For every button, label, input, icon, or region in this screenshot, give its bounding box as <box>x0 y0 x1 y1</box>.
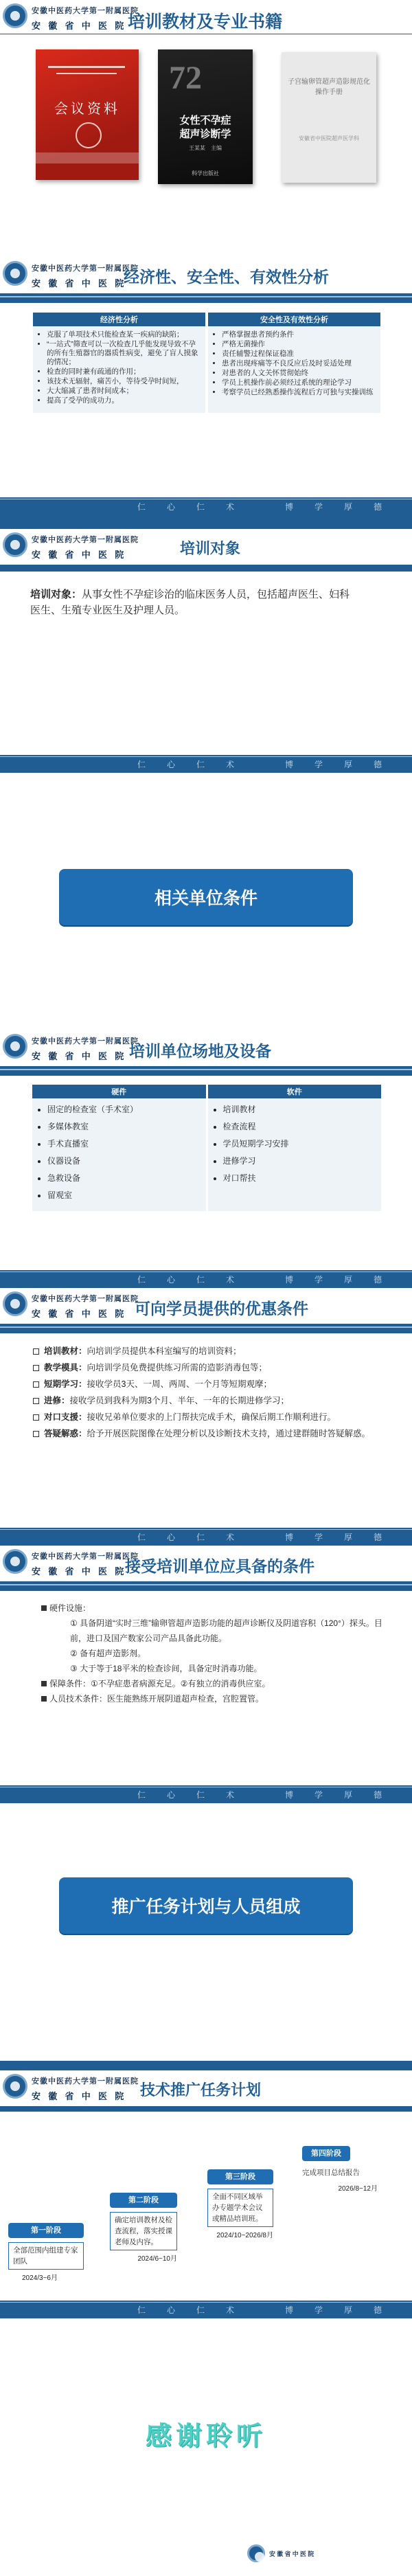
logo-line1: 安徽中医药大学第一附属医院 <box>32 536 139 544</box>
slide-plan <box>0 1803 412 2061</box>
venue-table <box>30 1085 383 1211</box>
list-item: 短期学习：接收学员3天、一周、两周、一个月等短期观摩； <box>44 1376 401 1392</box>
stage-date: 2024/3~6月 <box>22 2274 58 2282</box>
list-item: • 提高了受孕的成功力。 <box>47 396 200 405</box>
list-item: • 检查流程 <box>223 1118 376 1135</box>
book-title-line1: 女性不孕症 <box>179 115 231 126</box>
logo-line2: 安 徽 省 中 医 院 <box>32 278 127 289</box>
footer-motto: 仁 心 仁 术 博 学 厚 德 <box>137 502 391 512</box>
logo-line1: 安徽中医药大学第一附属医院 <box>32 7 139 15</box>
list-item: ① 具备阴道“实时三维”输卵管超声造影功能的超声诊断仪及阴道容积（120°）探头。目前，进口及国产数家公司产品具备此功能。 <box>70 1618 382 1643</box>
software-head: 软件 <box>208 1085 382 1098</box>
slide-stages <box>0 2061 412 2318</box>
page-title: 接受培训单位应具备的条件 <box>125 1557 314 1575</box>
hospital-logo <box>3 1291 139 1320</box>
hospital-emblem-icon <box>247 2544 265 2562</box>
list-item: 答疑解惑：给予开展医院图像在处理分析以及诊断技术支持，通过建群随时答疑解惑。 <box>44 1425 401 1442</box>
list-item: • “一站式”筛查可以一次检查几乎能发现导致不孕的所有生殖器官的器质性病变，避免了盲人摸象的情况； <box>47 340 200 367</box>
footer-motto: 仁 心 仁 术 博 学 厚 德 <box>137 760 391 769</box>
conditions-list <box>41 1601 385 1706</box>
stage-body: 确定培训教材及检查流程，落实授课老师及内容。 <box>110 2212 177 2250</box>
footer-motto: 仁 心 仁 术 博 学 厚 德 <box>137 1533 391 1542</box>
list-item: • 患者出现疼痛等不良反应后及时妥适处理 <box>222 359 375 368</box>
logo-line1: 安徽中医药大学第一附属医院 <box>32 1552 139 1561</box>
list-item: • 多媒体教室 <box>47 1118 201 1135</box>
stage-head: 第二阶段 <box>110 2193 177 2208</box>
footer-motto: 仁 心 仁 术 博 学 厚 德 <box>137 1275 391 1285</box>
safety-head: 安全性及有效性分析 <box>208 313 380 326</box>
hospital-emblem-icon <box>3 2074 27 2099</box>
hospital-emblem-icon <box>3 1291 27 1316</box>
list-item: • 固定的检查室（手术室） <box>47 1101 201 1118</box>
stage-head: 第一阶段 <box>8 2223 84 2238</box>
slide-footer <box>0 755 412 773</box>
slide-conditions <box>0 1546 412 1803</box>
list-item: • 检查的同时兼有疏通的作用； <box>47 368 200 376</box>
target-label: 培训对象： <box>30 589 82 600</box>
page-title: 培训单位场地及设备 <box>129 1042 271 1060</box>
slide-header <box>0 0 412 36</box>
slide-thanks <box>0 2318 412 2576</box>
book-title: 子宫输卵管超声造影规范化操作手册 <box>288 78 370 96</box>
logo-line1: 安徽中医药大学第一附属医院 <box>32 1037 139 1046</box>
list-item: ③ 大于等于18平米的检查诊间，具备定时消毒功能。 <box>70 1664 262 1673</box>
bottom-logo <box>247 2544 314 2562</box>
logo-line2: 安 徽 省 中 医 院 <box>32 2091 127 2101</box>
slide-footer <box>0 1785 412 1803</box>
page-title: 技术推广任务计划 <box>140 2081 262 2099</box>
list-item: • 对口帮扶 <box>223 1170 376 1186</box>
list-item: • 责任辅警过程保证稳准 <box>222 350 375 359</box>
logo-line2: 安 徽 省 中 医 院 <box>32 1309 127 1319</box>
list-item: ② 备有超声造影剂。 <box>70 1649 146 1658</box>
hospital-logo <box>3 532 139 561</box>
hospital-logo <box>3 1034 139 1062</box>
list-item: • 学员上机操作前必须经过系统的理论学习 <box>222 379 375 387</box>
hospital-emblem-icon <box>3 3 27 28</box>
stage-3 <box>207 2169 273 2239</box>
hospital-logo <box>3 261 139 289</box>
hospital-logo <box>3 2074 139 2102</box>
book-publisher: 安徽省中医院超声医学科 <box>299 135 359 142</box>
stage-date: 2026/8~12月 <box>338 2185 378 2193</box>
economy-table <box>30 313 383 413</box>
slide-benefits <box>0 1288 412 1546</box>
book-title: 会议资料 <box>54 102 120 117</box>
slide-books <box>0 0 412 258</box>
book-title-line2: 超声诊断学 <box>179 128 231 140</box>
page-title: 可向学员提供的优惠条件 <box>135 1300 308 1318</box>
stage-4 <box>302 2146 378 2193</box>
stage-body: 全面不同区域举办专题学术会议或精品培训班。 <box>207 2189 273 2227</box>
list-item: • 严格掌握患者预约条件 <box>222 330 375 339</box>
hospital-logo <box>3 3 139 32</box>
logo-line2: 安 徽 省 中 医 院 <box>32 1566 127 1577</box>
hospital-emblem-icon <box>3 1034 27 1059</box>
list-item: • 培训教材 <box>223 1101 376 1118</box>
list-item: • 考察学员已经熟悉操作流程后方可独与实操训练 <box>222 388 375 397</box>
footer-motto: 仁 心 仁 术 博 学 厚 德 <box>137 2305 391 2315</box>
stage-body: 完成项目总结报告 <box>302 2165 378 2180</box>
hospital-emblem-icon <box>3 261 27 286</box>
hospital-logo <box>3 1549 139 1577</box>
stage-1 <box>8 2223 84 2282</box>
list-item: 硬件设施： <box>41 1601 385 1616</box>
footer-motto: 仁 心 仁 术 博 学 厚 德 <box>137 1790 391 1800</box>
stage-date: 2024/10~2026/8月 <box>216 2232 273 2239</box>
book-publisher: 科学出版社 <box>192 170 219 177</box>
logo-line1: 安徽中医药大学第一附属医院 <box>32 264 139 273</box>
slide-target <box>0 515 412 773</box>
stage-head: 第三阶段 <box>207 2169 273 2184</box>
stage-date: 2024/6~10月 <box>137 2255 177 2263</box>
list-item: 对口支援：接收兄弟单位要求的上门帮扶完成手术，确保后期工作顺利进行。 <box>44 1409 401 1425</box>
slide-units <box>0 773 412 1030</box>
book-cover-manual <box>282 52 376 183</box>
page-title: 培训教材及专业书籍 <box>128 12 283 32</box>
book-number: 72 <box>169 60 202 96</box>
book-author: 王某某 主编 <box>189 145 222 151</box>
bottom-logo-text: 安 徽 省 中 医 院 <box>269 2550 314 2557</box>
slide-footer <box>0 497 412 515</box>
slide-economy <box>0 258 412 515</box>
list-item: • 仪器设备 <box>47 1153 201 1169</box>
slide-footer <box>0 1270 412 1288</box>
stage-2 <box>110 2193 177 2263</box>
list-item: • 严格无菌操作 <box>222 340 375 349</box>
logo-line2: 安 徽 省 中 医 院 <box>32 1051 127 1061</box>
slide-venue <box>0 1030 412 1288</box>
list-item: 培训教材：向培训学员提供本科室编写的培训资料； <box>44 1343 401 1359</box>
hospital-emblem-icon <box>3 532 27 557</box>
list-item: • 进修学习 <box>223 1153 376 1169</box>
list-item: • 大大缩减了患者时间成本； <box>47 387 200 396</box>
list-item: 保障条件：①不孕症患者病源充足。②有独立的消毒供应室。 <box>41 1676 385 1691</box>
book-cover-infertility <box>158 49 253 184</box>
list-item: 教学模具：向培训学员免费提供练习所需的造影消毒包等； <box>44 1359 401 1376</box>
slide-footer <box>0 2301 412 2318</box>
page-title: 经济性、安全性、有效性分析 <box>124 268 329 286</box>
stage-head: 第四阶段 <box>302 2146 350 2161</box>
list-item: • 该技术无辐射，痛苦小，等待受孕时间短， <box>47 377 200 386</box>
list-item: • 克服了单项技术只能检查某一疾病的缺陷； <box>47 330 200 339</box>
stage-body: 全部范围内组建专家团队 <box>8 2242 84 2270</box>
slide-footer <box>0 1528 412 1546</box>
book-cover-conference <box>36 49 139 180</box>
section-button-plan[interactable]: 推广任务计划与人员组成 <box>59 1877 353 1934</box>
logo-line1: 安徽中医药大学第一附属医院 <box>32 2077 139 2086</box>
list-item: 进修：接收学员到我科为期3个月、半年、一年的长期进修学习； <box>44 1392 401 1409</box>
list-item: • 对患者的人文关怀贯彻始终 <box>222 369 375 378</box>
page-title: 培训对象 <box>180 540 241 557</box>
hospital-emblem-icon <box>3 1549 27 1574</box>
section-button-units[interactable]: 相关单位条件 <box>59 869 353 925</box>
list-item: 人员技术条件：医生能熟练开展阴道超声检查，宫腔置管。 <box>41 1691 385 1706</box>
benefit-list <box>32 1343 401 1442</box>
list-item: • 学员短期学习安排 <box>223 1136 376 1152</box>
list-item: • 急救设备 <box>47 1170 201 1186</box>
economy-head: 经济性分析 <box>33 313 205 326</box>
thanks-text: 感谢聆听 <box>145 2422 266 2451</box>
list-item: • 留观室 <box>47 1187 201 1204</box>
logo-line1: 安徽中医药大学第一附属医院 <box>32 1295 139 1303</box>
book-logo-icon <box>76 122 102 148</box>
logo-line2: 安 徽 省 中 医 院 <box>32 21 127 31</box>
logo-line2: 安 徽 省 中 医 院 <box>32 550 127 560</box>
target-text: 从事女性不孕症诊治的临床医务人员，包括超声医生、妇科医生、生殖专业医生及护理人员。 <box>30 589 350 616</box>
list-item: • 手术直播室 <box>47 1136 201 1152</box>
hardware-head: 硬件 <box>32 1085 206 1098</box>
